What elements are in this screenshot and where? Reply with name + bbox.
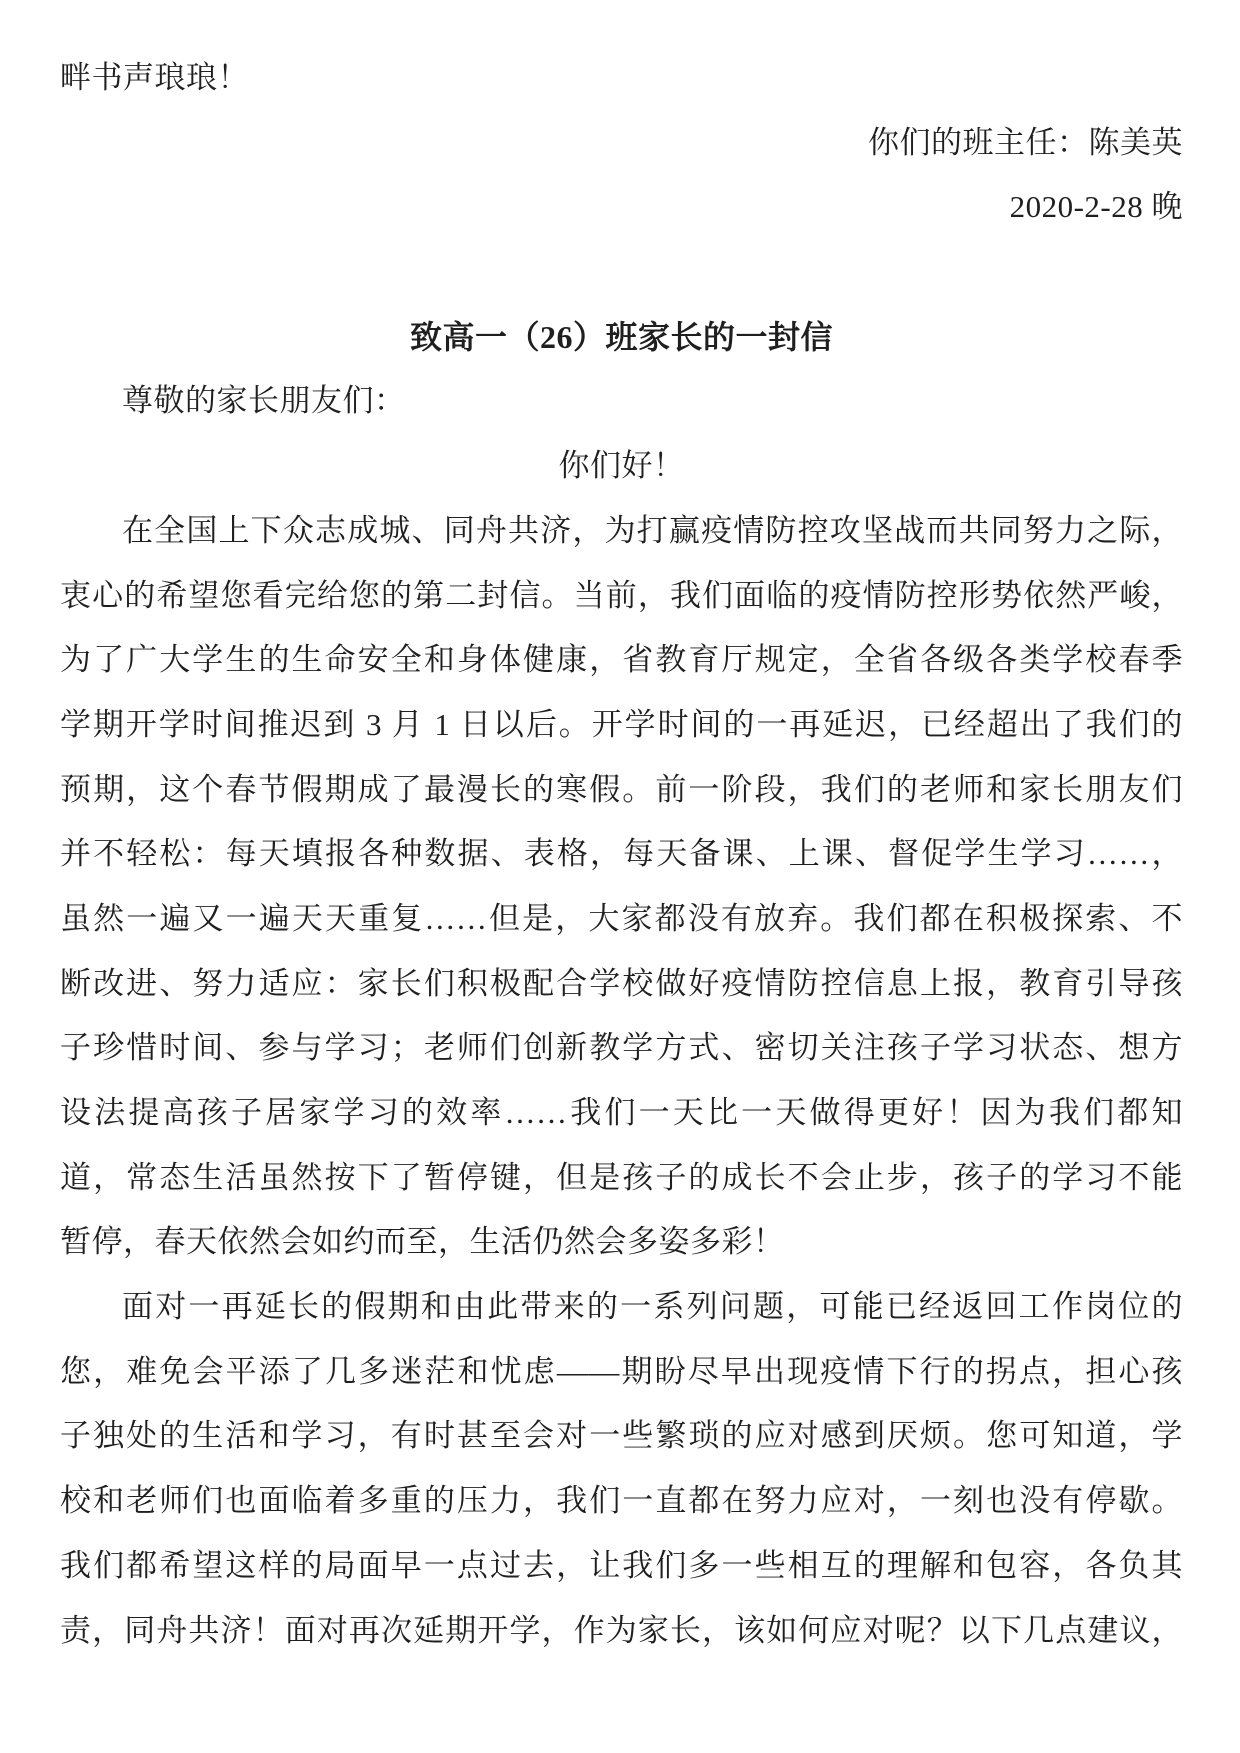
body-line: 预期，这个春节假期成了最漫长的寒假。前一阶段，我们的老师和家长朋友们 [60,771,1183,807]
body-line: 子珍惜时间、参与学习；老师们创新教学方式、密切关注孩子学习状态、想方 [60,1030,1183,1066]
body-line: 您，难免会平添了几多迷茫和忧虑——期盼尽早出现疫情下行的拐点，担心孩 [60,1353,1183,1389]
body-line: 面对一再延长的假期和由此带来的一系列问题，可能已经返回工作岗位的 [122,1289,1183,1325]
body-line: 衷心的希望您看完给您的第二封信。当前，我们面临的疫情防控形势依然严峻， [60,577,1183,613]
body-line: 断改进、努力适应：家长们积极配合学校做好疫情防控信息上报，教育引导孩 [60,965,1183,1001]
body-line: 责，同舟共济！面对再次延期开学，作为家长，该如何应对呢？以下几点建议， [60,1612,1183,1648]
body-line: 暂停，春天依然会如约而至，生活仍然会多姿多彩！ [60,1224,785,1260]
body-line: 设法提高孩子居家学习的效率……我们一天比一天做得更好！因为我们都知 [60,1095,1183,1130]
body-line: 子独处的生活和学习，有时甚至会对一些繁琐的应对感到厌烦。您可知道，学 [60,1418,1183,1454]
body-line: 为了广大学生的生命安全和身体健康，省教育厅规定，全省各级各类学校春季 [60,642,1183,678]
body-line: 校和老师们也面临着多重的压力，我们一直都在努力应对，一刻也没有停歇。 [60,1483,1183,1519]
body-line: 我们都希望这样的局面早一点过去，让我们多一些相互的理解和包容，各负其 [60,1547,1183,1583]
previous-paragraph-fragment: 畔书声琅琅！ [60,60,249,95]
body-line: 并不轻松：每天填报各种数据、表格，每天备课、上课、督促学生学习……， [60,836,1183,872]
salutation: 尊敬的家长朋友们： [122,383,406,419]
blank-line [60,240,1183,305]
signature-line: 你们的班主任：陈美英 [868,124,1183,160]
body-line: 在全国上下众志成城、同舟共济，为打赢疫情防控攻坚战而共同努力之际， [122,512,1183,548]
date-line: 2020-2-28 晚 [1009,189,1183,225]
body-line: 学期开学时间推迟到 3 月 1 日以后。开学时间的一再延迟，已经超出了我们的 [60,706,1183,742]
body-line: 道，常态生活虽然按下了暂停键，但是孩子的成长不会止步，孩子的学习不能 [60,1159,1183,1195]
greeting: 你们好！ [558,448,685,484]
letter-title: 致高一（26）班家长的一封信 [409,318,833,355]
body-line: 虽然一遍又一遍天天重复……但是，大家都没有放弃。我们都在积极探索、不 [60,900,1183,936]
